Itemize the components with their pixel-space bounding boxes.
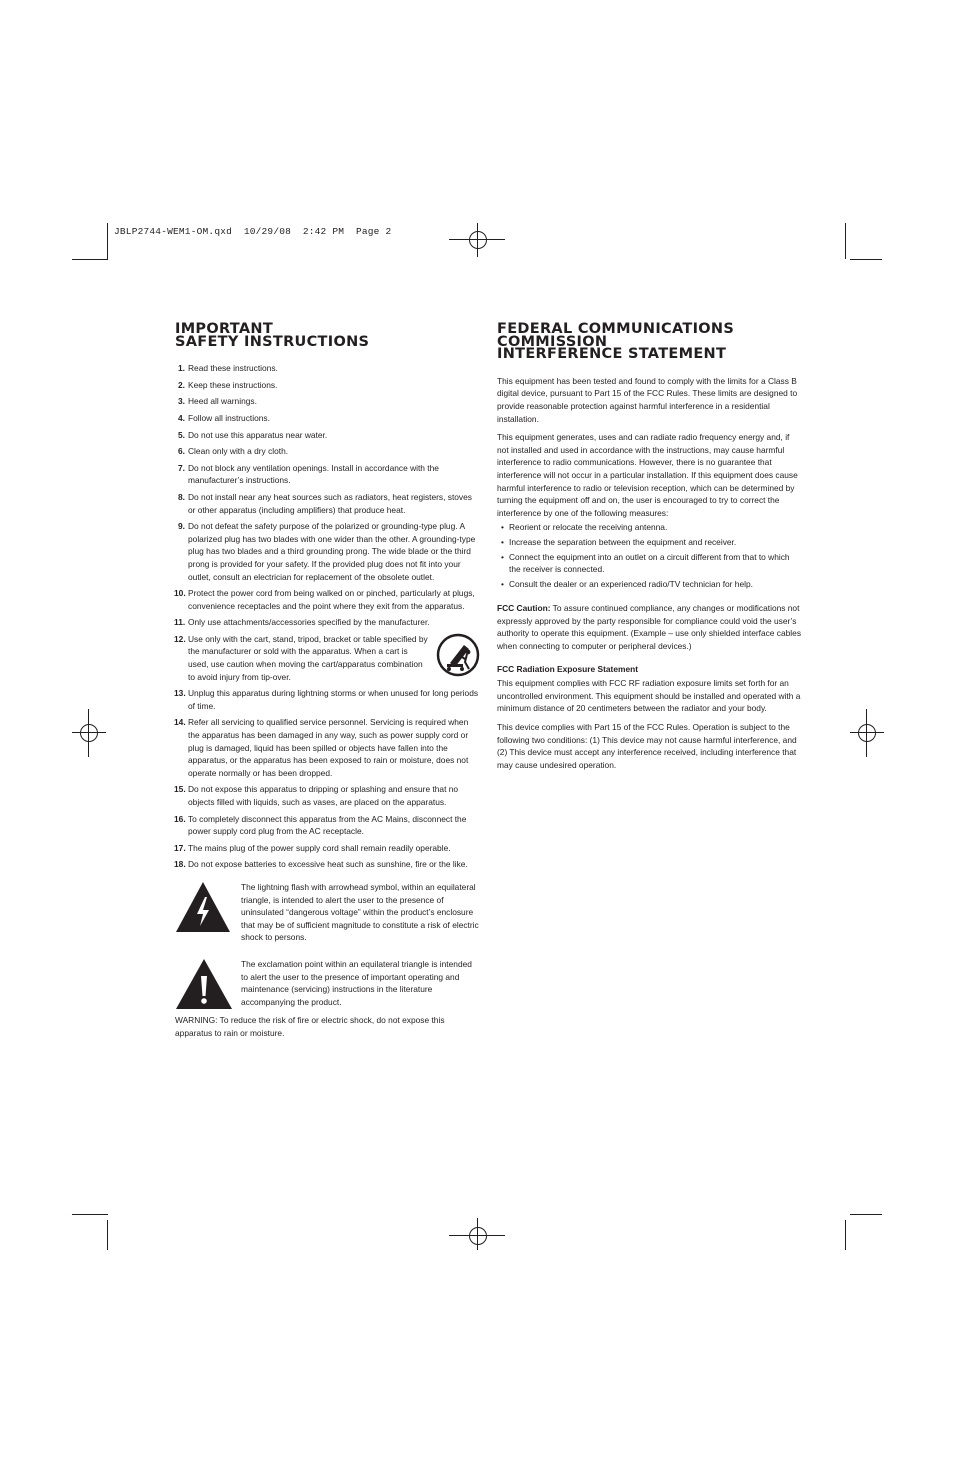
radiation-title: FCC Radiation Exposure Statement [497, 663, 639, 674]
list-item: 9. Do not defeat the safety purpose of the polarized or grounding-type plug. A polarized plug has two blades with one wider than the other. A grounding-type plug has two blades and a third grounding prong. The wide blade or the third prong is provided for your safety. If the provided plug does not fit into your outlet, consult an electrician for replacement of the obsolete outlet. [178, 521, 476, 582]
crop-mark [845, 1220, 846, 1250]
lightning-symbol-notice: The lightning flash with arrowhead symbol, within an equilateral triangle, is intended to alert the user to the presence of uninsulated “dangerous voltage” within the product’s enclosure that may be of sufficient magnitude to constitute a risk of electric shock to persons. [175, 881, 480, 944]
safety-instructions-section [175, 323, 480, 1039]
lightning-warning-icon [175, 881, 231, 933]
crop-mark [72, 1214, 108, 1215]
warning-text: WARNING: To reduce the risk of fire or electric shock, do not expose this apparatus to rain or moisture. [175, 1014, 445, 1038]
list-item: • Consult the dealer or an experienced radio/TV technician for help. [501, 578, 753, 589]
crop-mark [845, 223, 846, 259]
list-item: 14. Refer all servicing to qualified service personnel. Servicing is required when the apparatus has been damaged in any way, such as power supply cord or plug is damaged, liquid has been spilled or objects have fallen into the apparatus, or the apparatus has been exposed to rain or moisture, does not operate normally or has been dropped. [174, 717, 469, 778]
cart-warning-icon [436, 633, 480, 677]
list-item: 6. Clean only with a dry cloth. [178, 446, 289, 457]
list-item: 17. The mains plug of the power supply cord shall remain readily operable. [174, 842, 451, 853]
safety-list [175, 362, 480, 871]
list-item: 16. To completely disconnect this apparatus from the AC Mains, disconnect the power supply cord plug from the AC receptacle. [174, 813, 467, 837]
crop-mark [850, 259, 882, 260]
list-item: 13. Unplug this apparatus during lightning storms or when unused for long periods of time. [174, 688, 479, 711]
list-item: 11. Only use attachments/accessories specified by the manufacturer. [174, 617, 430, 628]
list-item: 3. Heed all warnings. [178, 396, 257, 407]
fcc-title: FEDERAL COMMUNICATIONS COMMISSION INTERFERENCE STATEMENT [497, 321, 735, 363]
list-item: 10. Protect the power cord from being walked on or pinched, particularly at plugs, convenience receptacles and the point where they exit from the apparatus. [174, 588, 475, 611]
crop-mark [850, 1214, 882, 1215]
fcc-measures-list [497, 521, 803, 590]
radiation-text: This equipment complies with FCC RF radiation exposure limits set forth for an uncontrolled environment. This equipment should be installed and operated with a minimum distance of 20 centimeters between the radiator and your body. [497, 678, 801, 714]
safety-title: IMPORTANT SAFETY INSTRUCTIONS [175, 321, 370, 350]
list-item: 5. Do not use this apparatus near water. [178, 429, 328, 440]
crop-mark [107, 223, 108, 259]
list-item: 12. Use only with the cart, stand, tripod, bracket or table specified by the manufacturer or sold with the apparatus. When a cart is used, use caution when moving the cart/apparatus combination to avoid injury from tip-over. [175, 633, 480, 683]
list-item: 1. Read these instructions. [178, 363, 278, 374]
crop-mark [107, 1220, 108, 1250]
exclamation-warning-icon [175, 958, 233, 1010]
list-item: • Connect the equipment into an outlet on a circuit different from that to which the receiver is connected. [501, 551, 790, 575]
exclamation-symbol-notice: The exclamation point within an equilateral triangle is intended to alert the user to the presence of important operating and maintenance (servicing) instructions in the literature accompanying the product. [175, 958, 480, 1010]
list-item: 4. Follow all instructions. [178, 412, 270, 423]
fcc-paragraph: This equipment generates, uses and can radiate radio frequency energy and, if not installed and used in accordance with the instructions, may cause harmful interference to radio communications. However, there is no guarantee that interference will not occur in a particular installation. If this equipment does cause harmful interference to radio or television reception, which can be determined by turning the equipment off and on, the user is encouraged to try to correct the interference by one of the following measures: [497, 432, 798, 518]
printer-slug: JBLP2744-WEM1-OM.qxd 10/29/08 2:42 PM Page 2 [114, 226, 392, 237]
fcc-caution: FCC Caution: To assure continued compliance, any changes or modifications not expressly approved by the party responsible for compliance could void the user’s authority to operate this equipment. (Example – use only shielded interface cables when connecting to computer or peripheral devices.) [497, 603, 802, 652]
crop-mark [72, 259, 108, 260]
list-item: 8. Do not install near any heat sources such as radiators, heat registers, stoves or other apparatus (including amplifiers) that produce heat. [178, 491, 472, 515]
list-item: • Reorient or relocate the receiving antenna. [501, 522, 668, 533]
list-item: 7. Do not block any ventilation openings. Install in accordance with the manufacturer’s instructions. [178, 462, 439, 486]
list-item: • Increase the separation between the equipment and receiver. [501, 536, 737, 547]
list-item: 15. Do not expose this apparatus to dripping or splashing and ensure that no objects filled with liquids, such as vases, are placed on the apparatus. [174, 784, 459, 807]
list-item: 18. Do not expose batteries to excessive heat such as sunshine, fire or the like. [174, 859, 468, 870]
fcc-paragraph: This equipment has been tested and found to comply with the limits for a Class B digital device, pursuant to Part 15 of the FCC Rules. These limits are designed to provide reasonable protection against harmful interference in a residential installation. [497, 375, 798, 424]
list-item: 2. Keep these instructions. [178, 379, 278, 390]
fcc-section [497, 323, 803, 777]
part15-text: This device complies with Part 15 of the FCC Rules. Operation is subject to the following two conditions: (1) This device may not cause harmful interference, and (2) This device must accept any interference received, including interference that may cause undesired operation. [497, 722, 797, 770]
